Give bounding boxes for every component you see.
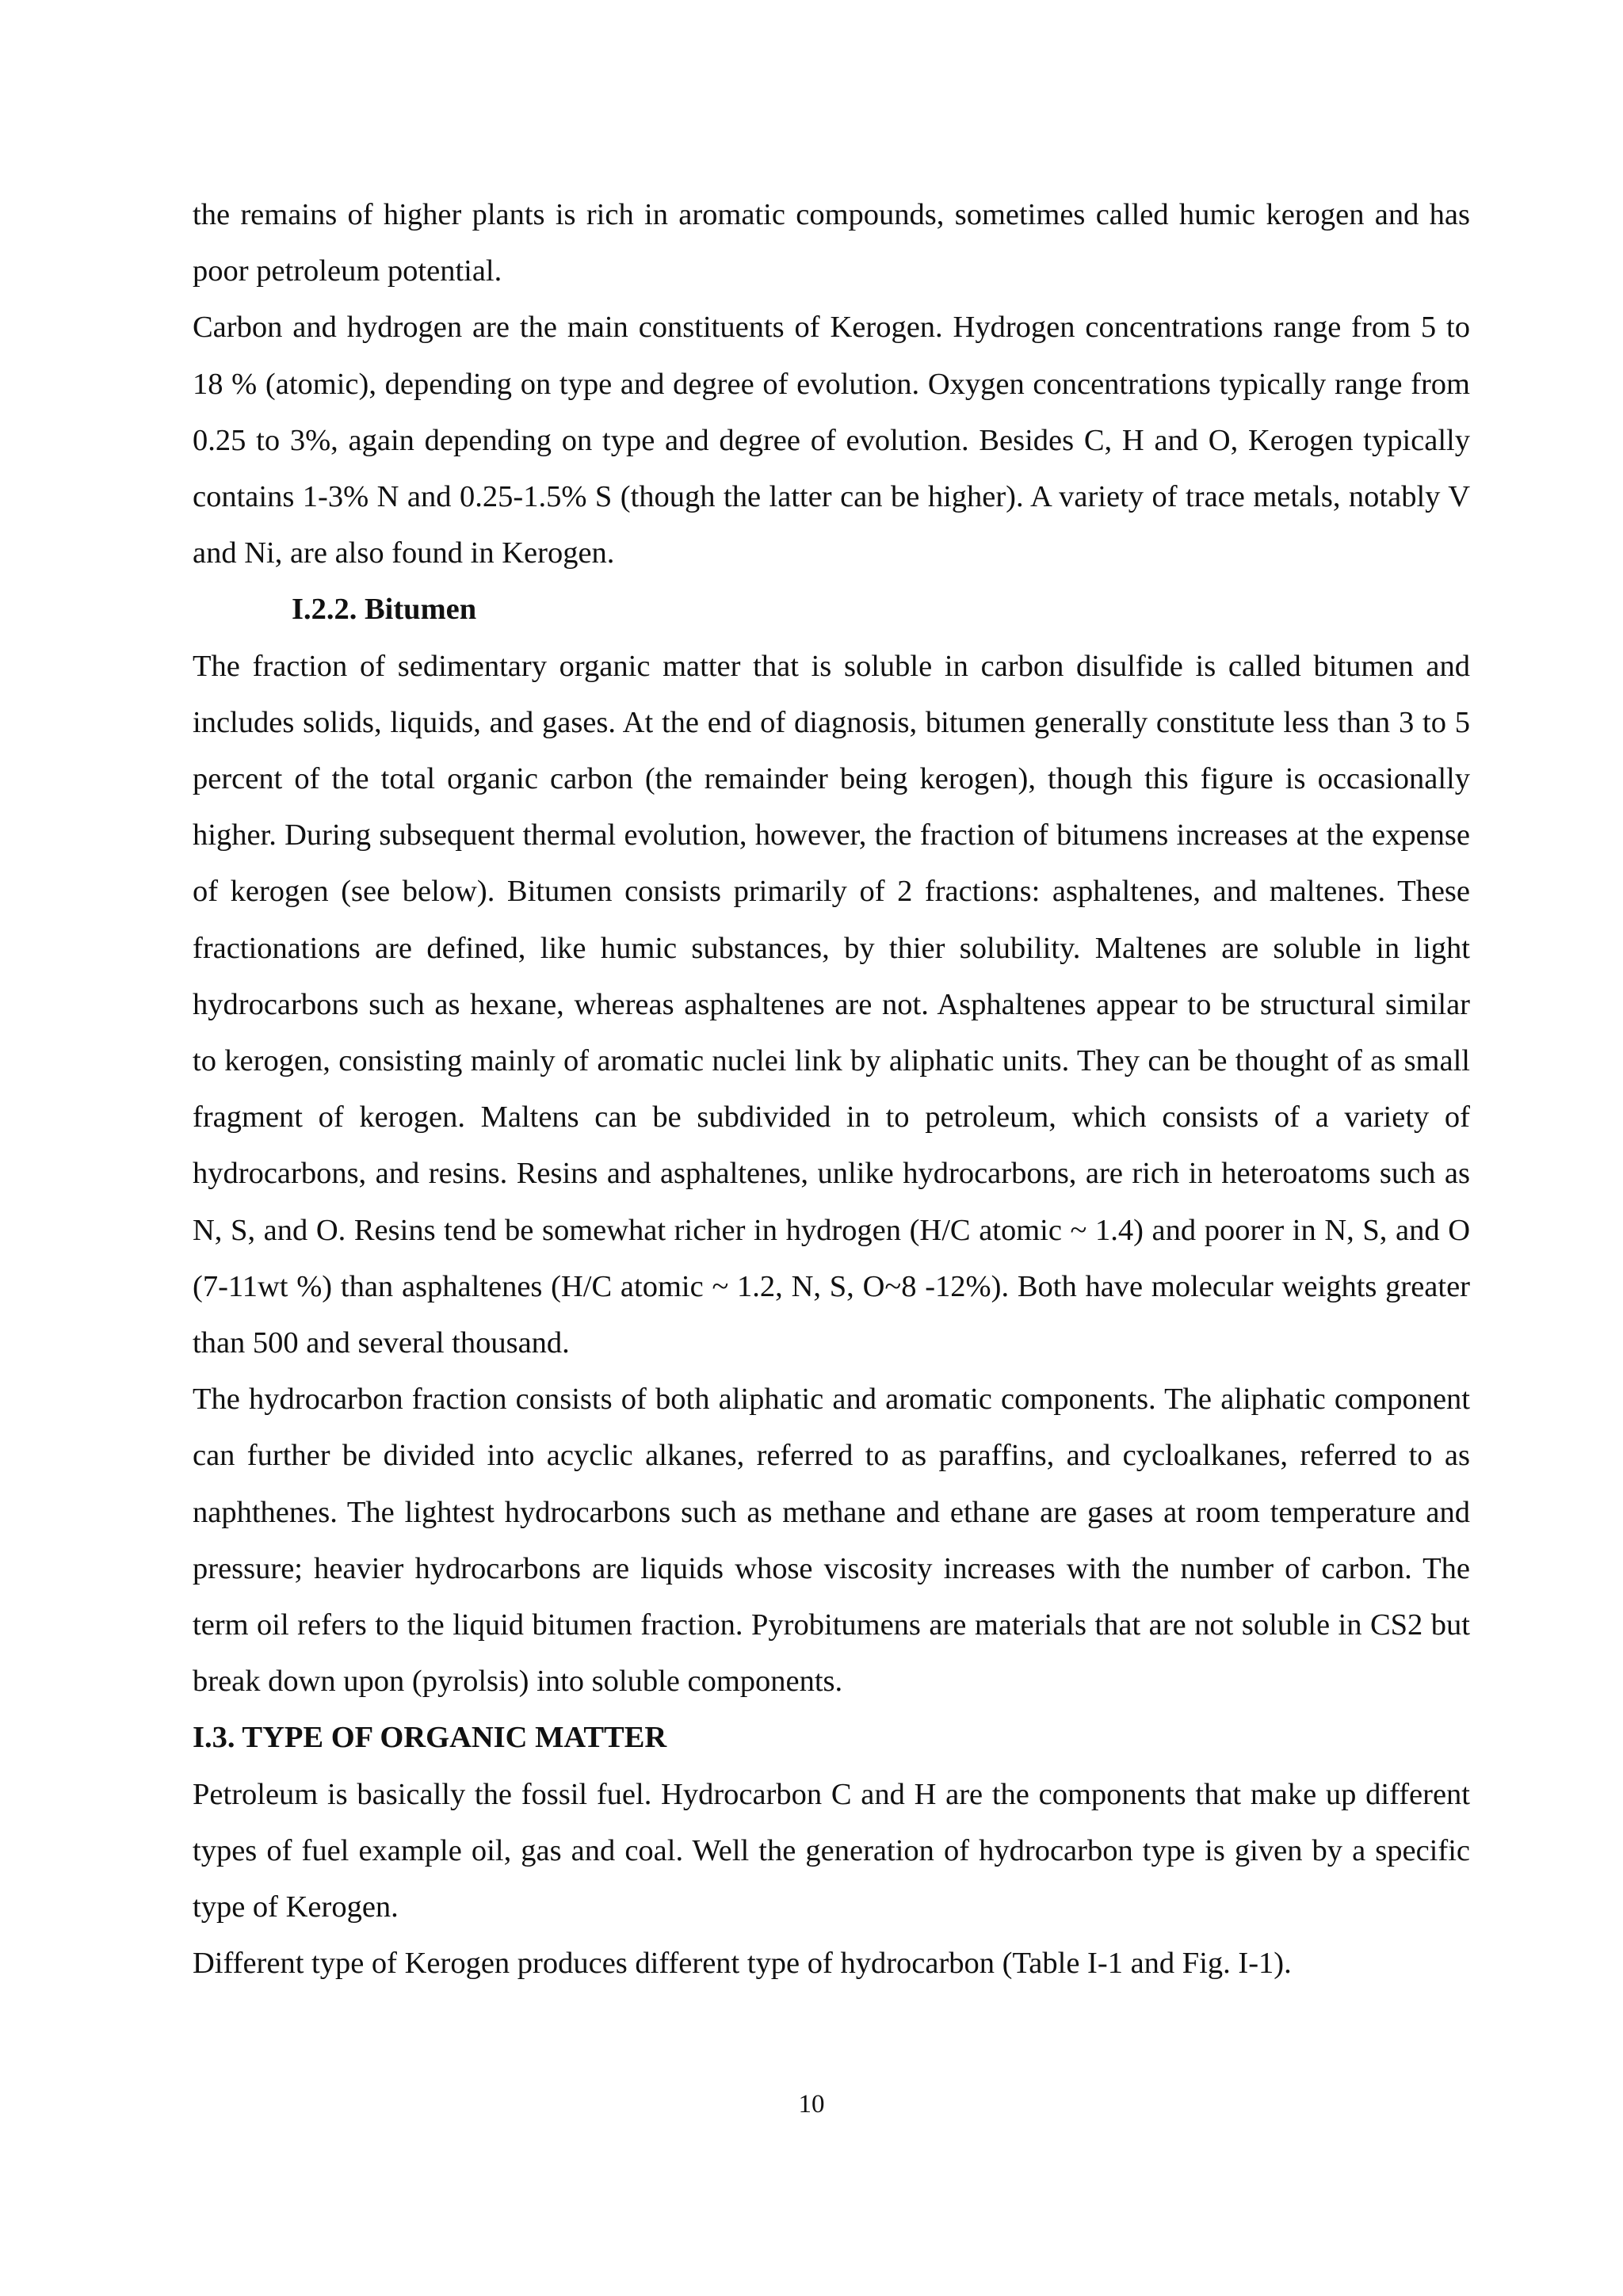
page-body — [193, 187, 1470, 1993]
heading-bitumen: I.2.2. Bitumen — [292, 593, 477, 627]
heading-type-of-organic-matter: I.3. TYPE OF ORGANIC MATTER — [193, 1721, 667, 1755]
page-number: 10 — [798, 2090, 825, 2119]
paragraph-petroleum: Petroleum is basically the fossil fuel. Hydrocarbon C and H are the components that make up different types of fuel example oil, gas and coal. Well the generation of hydrocarbon type is given by a specific type of Kerogen. — [193, 1777, 1470, 1924]
paragraph-bitumen: The fraction of sedimentary organic matter that is soluble in carbon disulfide is called bitumen and includes solids, liquids, and gases. At the end of diagnosis, bitumen generally constitute less than 3 to 5 percent of the total organic carbon (the remainder being kerogen), though this figure is occasionally higher. During subsequent thermal evolution, however, the fraction of bitumens increases at the expense of kerogen (see below). Bitumen consists primarily of 2 fractions: asphaltenes, and maltenes. These fractionations are defined, like humic substances, by thier solubility. Maltenes are soluble in light hydrocarbons such as hexane, whereas asphaltenes are not. Asphaltenes appear to be structural similar to kerogen, consisting mainly of aromatic nuclei link by aliphatic units. They can be thought of as small fragment of kerogen. Maltens can be subdivided in to petroleum, which consists of a variety of hydrocarbons, and resins. Resins and asphaltenes, unlike hydrocarbons, are rich in heteroatoms such as N, S, and O. Resins tend be somewhat richer in hydrogen (H/C atomic ~ 1.4) and poorer in N, S, and O (7-11wt %) than asphaltenes (H/C atomic ~ 1.2, N, S, O~8 -12%). Both have molecular weights greater than 500 and several thousand. — [193, 649, 1470, 1360]
paragraph-kerogen-constituents: Carbon and hydrogen are the main constituents of Kerogen. Hydrogen concentrations range from 5 to 18 % (atomic), depending on type and degree of evolution. Oxygen concentrations typically range from 0.25 to 3%, again depending on type and degree of evolution. Besides C, H and O, Kerogen typically contains 1-3% N and 0.25-1.5% S (though the latter can be higher). A variety of trace metals, notably V and Ni, are also found in Kerogen. — [193, 311, 1470, 570]
paragraph-kerogen-types: Different type of Kerogen produces different type of hydrocarbon (Table I-1 and Fig. I-1). — [193, 1947, 1292, 1981]
paragraph-humic-kerogen: the remains of higher plants is rich in aromatic compounds, sometimes called humic kerogen and has poor petroleum potential. — [193, 198, 1470, 288]
paragraph-hydrocarbon-fraction: The hydrocarbon fraction consists of both aliphatic and aromatic components. The aliphatic component can further be divided into acyclic alkanes, referred to as paraffins, and cycloalkanes, referred to as naphthenes. The lightest hydrocarbons such as methane and ethane are gases at room temperature and pressure; heavier hydrocarbons are liquids whose viscosity increases with the number of carbon. The term oil refers to the liquid bitumen fraction. Pyrobitumens are materials that are not soluble in CS2 but break down upon (pyrolsis) into soluble components. — [193, 1383, 1470, 1699]
